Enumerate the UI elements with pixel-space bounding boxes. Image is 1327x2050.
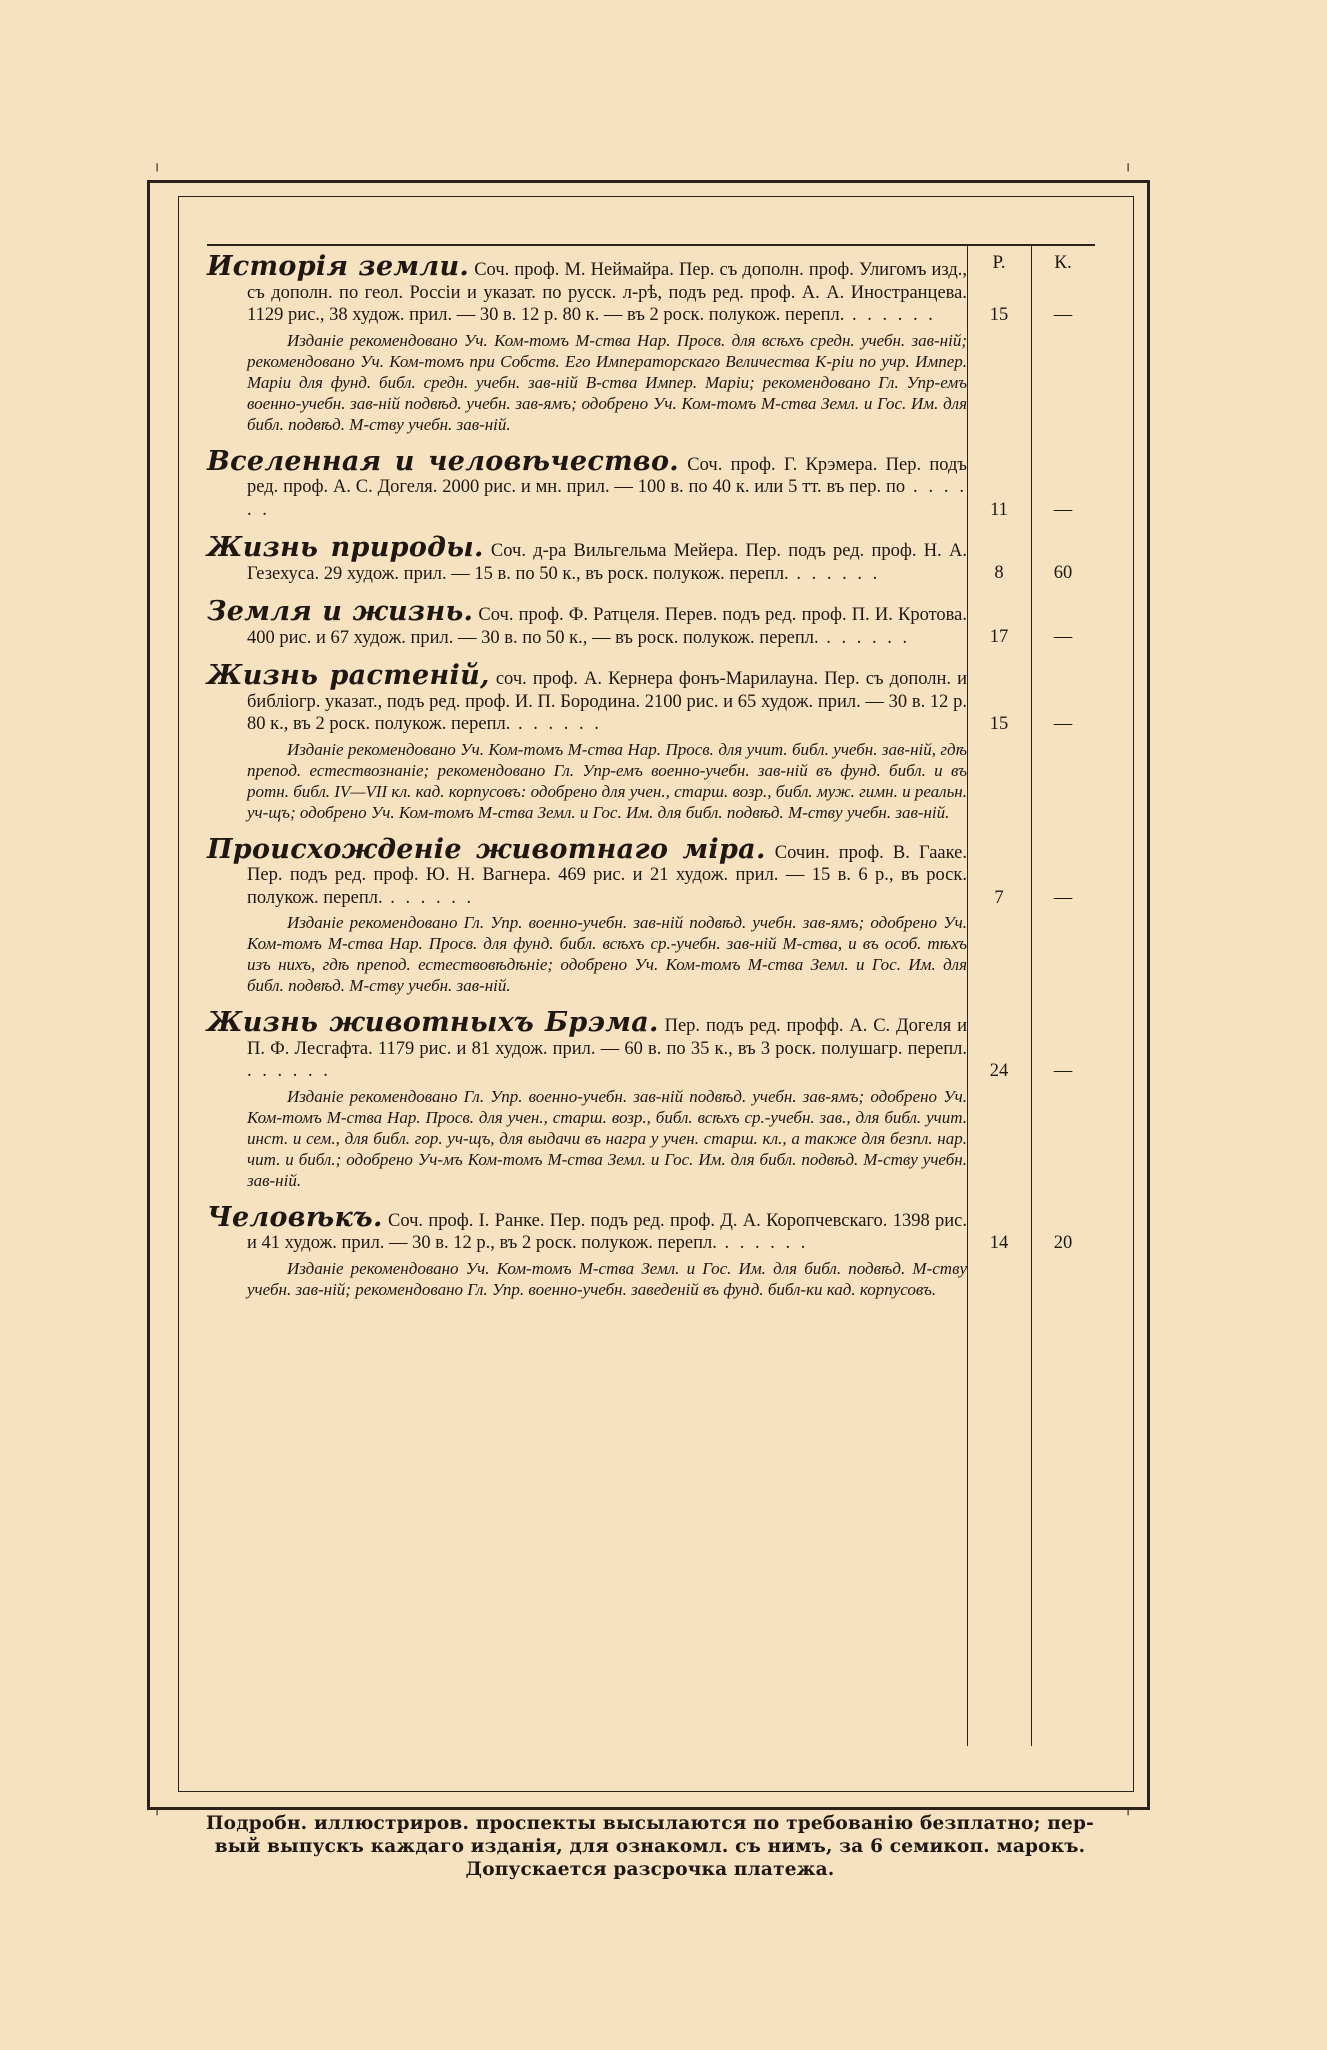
entry-body: Соч. проф. Г. Крэмера. Пер. подъ ред. проф. А. С. Догеля. 2000 рис. и мн. прил. — 100 в. по 40 к. или 5 тт. въ пер. по xyxy=(247,454,967,497)
rubles-column-rule xyxy=(967,246,968,1746)
leader-dots: . . . . . . xyxy=(247,477,968,520)
leader-dots: . . . . . . xyxy=(788,563,881,584)
entry-body: Соч. проф. М. Неймайра. Пер. съ дополн. проф. Улигомъ изд., съ дополн. по геол. Россіи и указат. по русск. л-рѣ, подъ ред. проф. А. А. Иностранцева. 1129 рис., 38 худож. прил. — 30 в. 12 р. 80 к. — въ 2 роск. полукож. перепл. xyxy=(247,260,968,325)
footer-line-2: вый выпускъ каждаго изданія, для ознакомл. съ нимъ, за 6 семикоп. марокъ. xyxy=(214,1836,1086,1857)
kopecks-column-rule xyxy=(1031,246,1032,1746)
price-kopecks: — xyxy=(1053,627,1073,647)
footer-line-3: Допускается разсрочка платежа. xyxy=(465,1859,835,1880)
entry-title: Земля и жизнь. xyxy=(207,596,474,627)
ornament-bottom-right: ╵ xyxy=(1124,1809,1133,1824)
entry-description xyxy=(207,532,967,585)
price-rubles: 7 xyxy=(994,887,1004,908)
entry-endorsement: Изданіе рекомендовано Гл. Упр. военно-учебн. зав-ній подвѣд. учебн. зав-ямъ; одобрено Уч. Ком-томъ М-ства Нар. Просв. для учен., старш. возр., библ. всѣхъ ср.-учебн. зав., для библ. учит. инст. и сем., для библ. гор. уч-щъ, для выдачи въ награ у учен. старш. кл., а также для безпл. нар. чит. и библ.; одобрено Уч-мъ Ком-томъ М-ства Земл. и Гос. Им. для библ. подвѣд. М-ству учебн. зав-ній. xyxy=(247,1086,967,1190)
entry-title: Жизнь растеній, xyxy=(207,660,490,691)
entry-body: Соч. проф. І. Ранке. Пер. подъ ред. проф. Д. А. Коропчевскаго. 1398 рис. и 41 худож. прил. — 30 в. 12 р., въ 2 роск. полукож. перепл. xyxy=(247,1210,967,1253)
catalog-entry xyxy=(207,1201,1073,1300)
entry-endorsement: Изданіе рекомендовано Уч. Ком-томъ М-ства Нар. Просв. для всѣхъ средн. учебн. зав-ній; рекомендовано Уч. Ком-томъ при Собств. Его Императорскаго Величества К-ріи по учр. Импер. Маріи для фунд. библ. средн. учебн. зав-ній В-ства Импер. Маріи; рекомендовано Гл. Упр-емъ военно-учебн. зав-ній подвѣд. учебн. зав-ямъ; одобрено Уч. Ком-томъ М-ства Земл. и Гос. Им. для библ. подвѣд. М-ству учебн. зав-ній. xyxy=(247,330,967,434)
entry-description xyxy=(207,445,968,522)
leader-dots: . . . . . . xyxy=(510,714,602,734)
entry-endorsement: Изданіе рекомендовано Уч. Ком-томъ М-ства Земл. и Гос. Им. для библ. подвѣд. М-ству учебн. зав-ній; рекомендовано Гл. Упр. военно-учебн. заведеній въ фунд. библ-ки кад. корпусовъ. xyxy=(247,1258,967,1299)
leader-dots: . . . . . . xyxy=(716,1233,809,1253)
entry-title: Жизнь животныхъ Брэма. xyxy=(207,1007,659,1038)
entry-description xyxy=(207,660,968,736)
entry-description xyxy=(207,833,968,910)
price-kopecks: — xyxy=(1053,499,1073,520)
footer-line-1: Подробн. иллюстриров. проспекты высылаются по требованію безплатно; пер- xyxy=(205,1813,1094,1834)
entry-description xyxy=(207,596,968,649)
entry-title: Человѣкъ. xyxy=(207,1201,383,1233)
price-kopecks: — xyxy=(1053,887,1073,908)
entry-description xyxy=(207,1201,967,1255)
catalog-entry xyxy=(207,660,1073,823)
price-rubles: 15 xyxy=(989,305,1009,325)
leader-dots: . . . . . . xyxy=(844,305,936,325)
entry-title: Вселенная и человѣчество. xyxy=(207,445,679,477)
entry-endorsement: Изданіе рекомендовано Гл. Упр. военно-учебн. зав-ній подвѣд. учебн. зав-ямъ; одобрено Уч. Ком-томъ М-ства Нар. Просв. для фунд. библ. всѣхъ ср.-учебн. зав-ній М-ства, и въ особ. тѣхъ изъ нихъ, гдѣ препод. естествовѣдѣніе; одобрено Уч. Ком-томъ М-ства Земл. и Гос. Им. для библ. подвѣд. М-ству учебн. зав-ній. xyxy=(247,913,967,995)
entry-title: Жизнь природы. xyxy=(207,532,484,563)
entry-body: Сочин. проф. В. Гааке. Пер. подъ ред. проф. Ю. Н. Вагнера. 469 рис. и 21 худож. прил. — 15 в. 6 р., въ роск. полукож. перепл. xyxy=(247,842,968,908)
leader-dots: . . . . . . xyxy=(247,1061,331,1081)
ornament-top-left: ╷ xyxy=(153,157,162,172)
price-rubles: 14 xyxy=(989,1232,1009,1253)
catalog-entry xyxy=(207,251,1073,435)
ornament-top-right: ╷ xyxy=(1124,157,1133,172)
price-kopecks: — xyxy=(1053,1061,1073,1081)
catalog-entry xyxy=(207,445,1073,522)
entry-body: соч. проф. А. Кернера фонъ-Марилауна. Пер. съ дополн. и библіогр. указат., подъ ред. проф. И. П. Бородина. 2100 рис. и 65 худож. прил. — 30 в. 12 р. 80 к., въ 2 роск. полукож. перепл. xyxy=(247,669,968,734)
entry-title: Исторія земли. xyxy=(207,251,470,282)
entry-title: Происхожденіе животнаго міра. xyxy=(207,833,766,865)
catalog-table xyxy=(207,244,1095,1746)
catalog-entry xyxy=(207,532,1073,585)
entry-description xyxy=(207,251,968,327)
entry-body: Пер. подъ ред. профф. А. С. Догеля и П. Ф. Лесгафта. 1179 рис. и 81 худож. прил. — 60 в. по 35 к., въ 3 роск. полушагр. перепл. xyxy=(247,1016,968,1059)
leader-dots: . . . . . . xyxy=(818,627,911,648)
price-rubles: 8 xyxy=(994,563,1004,583)
price-rubles: 24 xyxy=(989,1061,1009,1081)
price-rubles: 17 xyxy=(989,627,1009,647)
catalog-entry xyxy=(207,596,1073,649)
price-kopecks: — xyxy=(1053,714,1073,734)
kopecks-column-header: К. xyxy=(1054,252,1072,273)
entry-body: Соч. д-ра Вильгельма Мейера. Пер. подъ ред. проф. Н. А. Гезехуса. 29 худож. прил. — 15 в. по 50 к., въ роск. полукож. перепл. xyxy=(247,541,967,584)
leader-dots: . . . . . . xyxy=(382,887,475,908)
entry-list xyxy=(207,251,1073,1316)
price-kopecks: 20 xyxy=(1053,1232,1073,1253)
price-kopecks: 60 xyxy=(1053,563,1073,583)
rubles-column-header: Р. xyxy=(992,252,1006,273)
entry-body: Соч. проф. Ф. Ратцеля. Перев. подъ ред. проф. П. И. Кротова. 400 рис. и 67 худож. прил. — 30 в. по 50 к., — въ роск. полукож. перепл. xyxy=(247,605,968,648)
entry-description xyxy=(207,1007,968,1083)
entry-endorsement: Изданіе рекомендовано Уч. Ком-томъ М-ства Нар. Просв. для учит. библ. учебн. зав-ній, гдѣ препод. естествознаніе; рекомендовано Гл. Упр-емъ военно-учебн. зав-ній въ фунд. библ. и въ ротн. библ. IV—VII кл. кад. корпусовъ: одобрено для учен., старш. возр., библ. муж. гимн. и реальн. уч-щъ; одобрено Уч. Ком-томъ М-ства Земл. и Гос. Им. для библ. подвѣд. М-ству учебн. зав-ній. xyxy=(247,739,967,822)
catalog-entry xyxy=(207,1007,1073,1191)
price-kopecks: — xyxy=(1053,305,1073,325)
ornament-bottom-left: ╵ xyxy=(153,1809,162,1824)
footer-note xyxy=(150,1809,1150,1881)
price-rubles: 11 xyxy=(990,499,1008,520)
catalog-entry xyxy=(207,833,1073,997)
price-rubles: 15 xyxy=(989,714,1009,734)
